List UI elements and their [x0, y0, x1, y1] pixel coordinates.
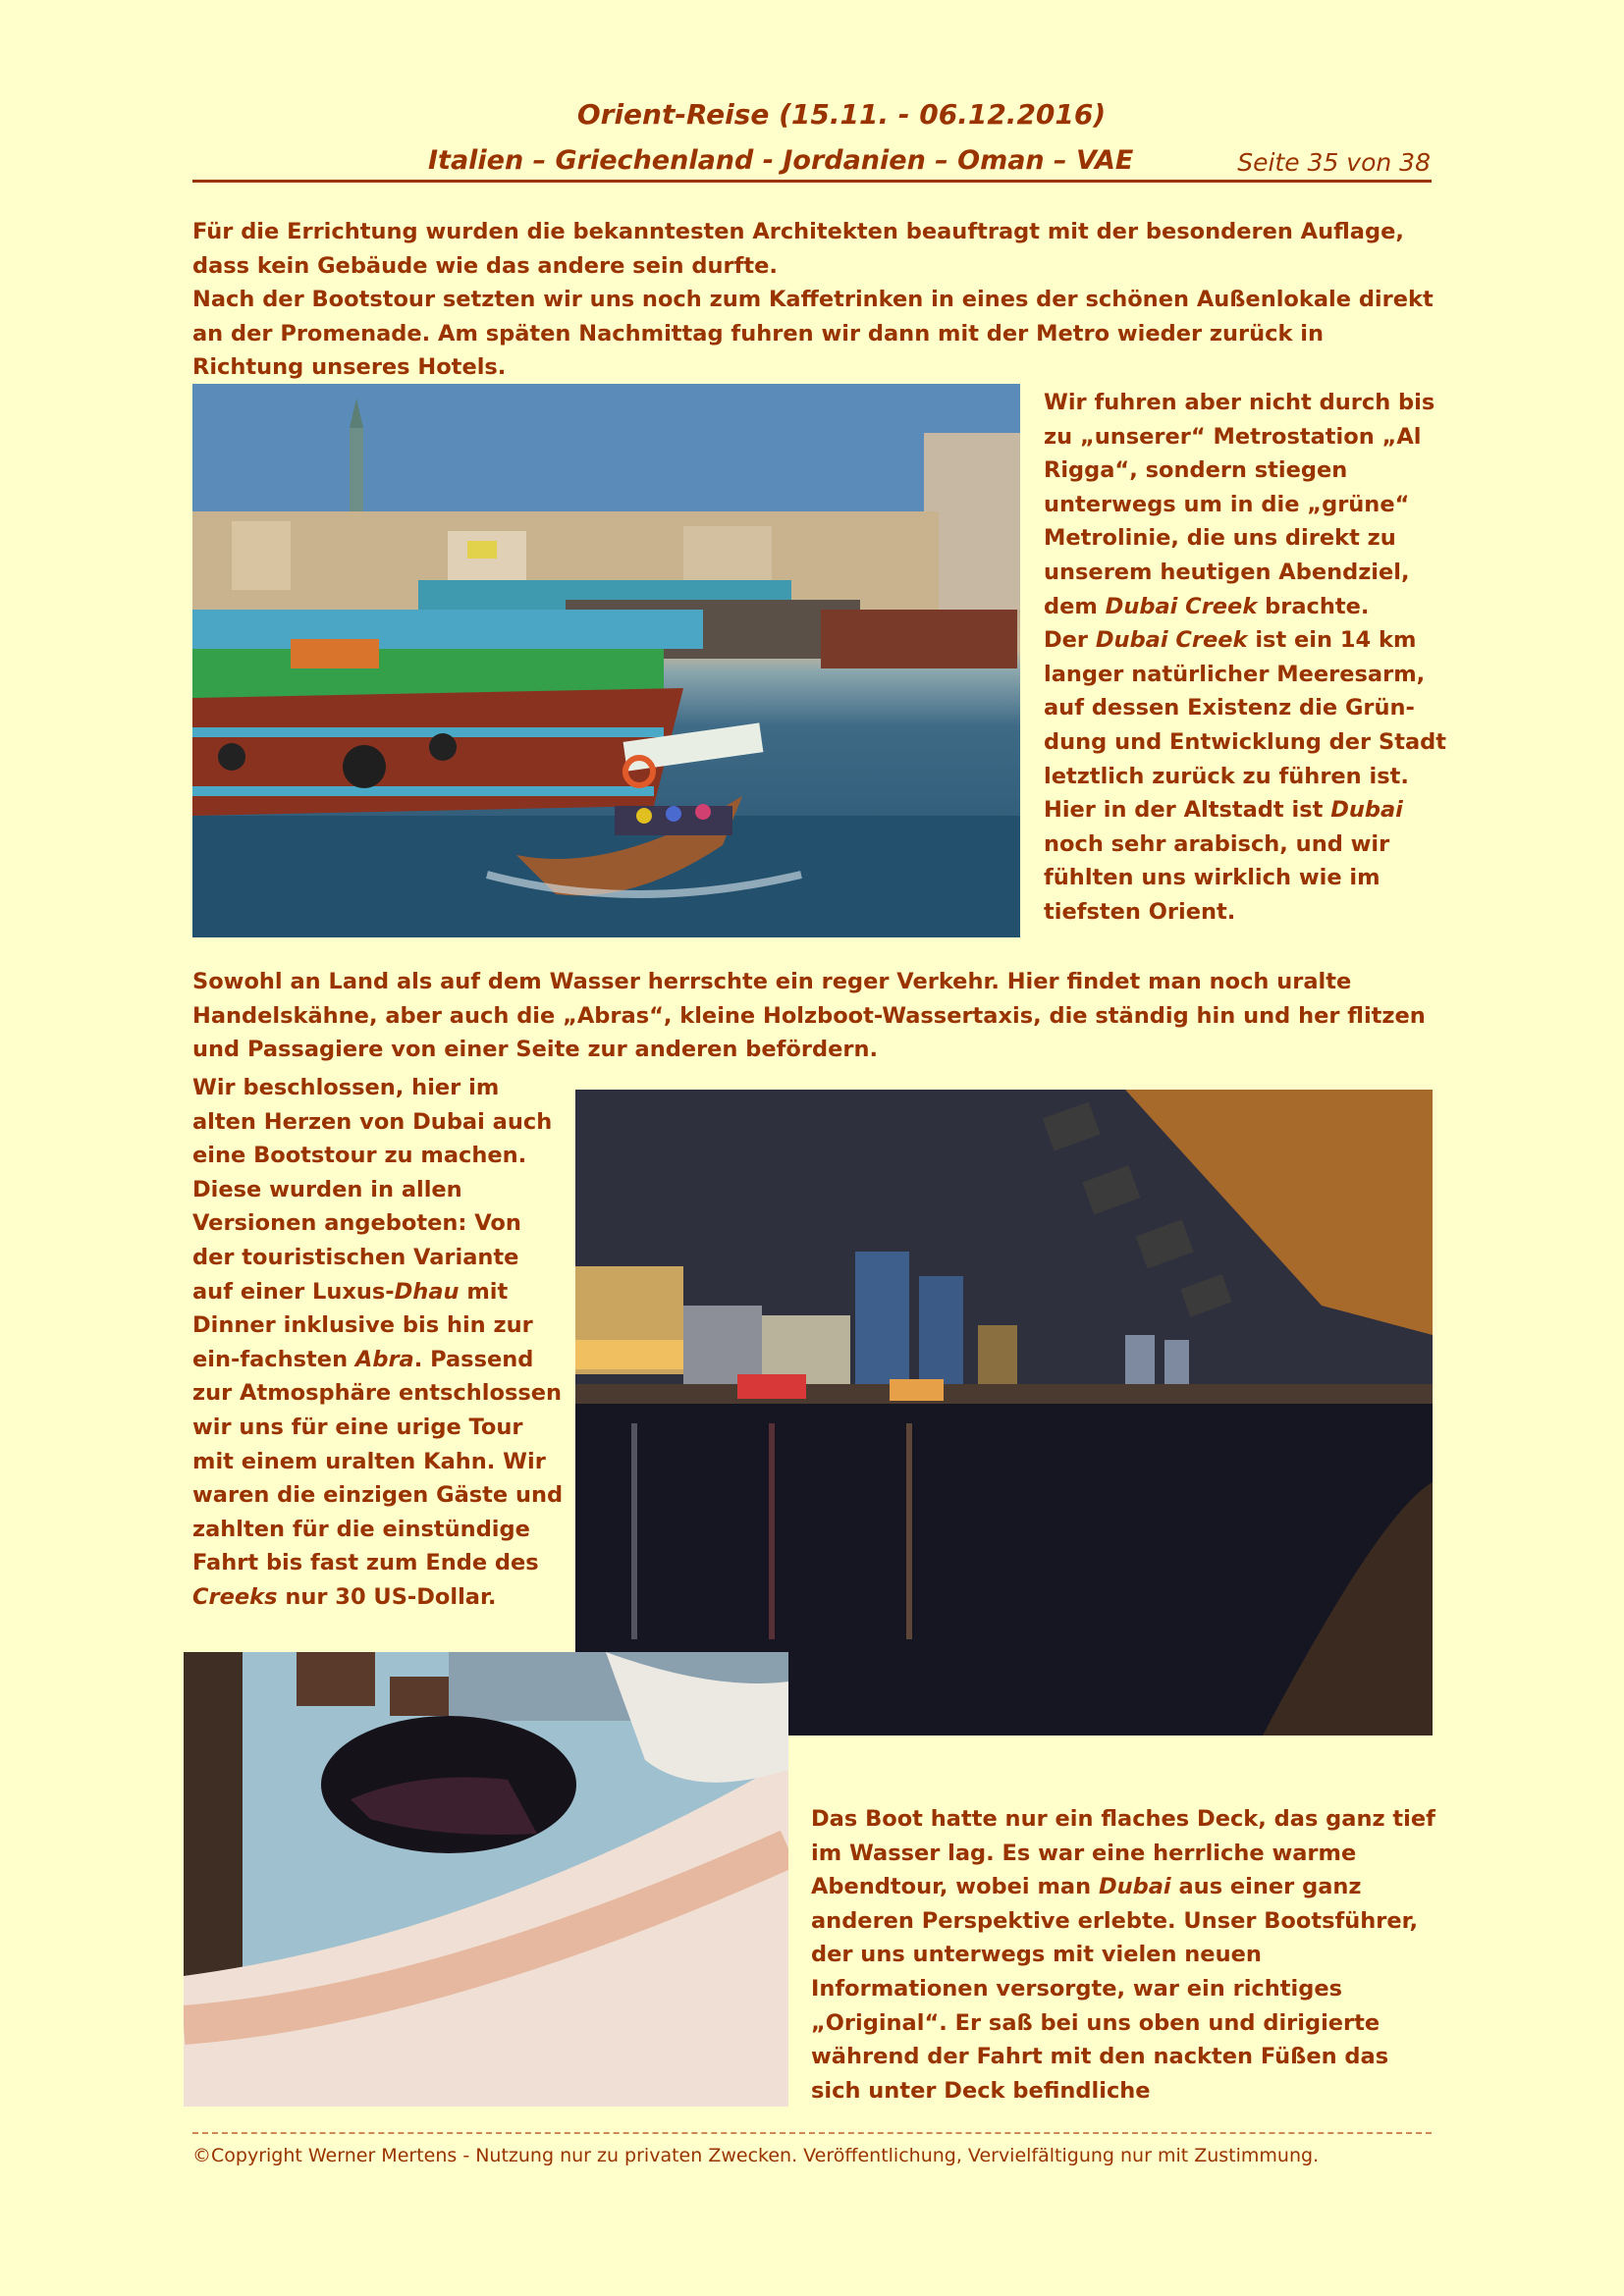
- photo-boat-deck-feet: [184, 1652, 788, 2107]
- text-span: Wir beschlossen, hier im alten Herzen von Dubai auch eine Bootstour zu machen. Diese wurden in allen Versionen angeboten: Von der touristischen Variante auf einer Luxus-: [192, 1075, 553, 1305]
- text-span: ist ein 14 km langer natürlicher Meeresarm, auf dessen Existenz die Grün-dung und Entwicklung der Stadt letztlich zurück zu führen ist. Hier in der Altstadt ist: [1044, 627, 1446, 824]
- header-divider: [192, 180, 1432, 183]
- emphasis-text: Dubai Creek: [1105, 593, 1258, 619]
- emphasis-text: Dubai: [1098, 1874, 1171, 1900]
- paragraph-boat-tour-decision: [192, 1071, 566, 1615]
- paragraph-traffic-abras: Sowohl an Land als auf dem Wasser herrschte ein reger Verkehr. Hier findet man noch uralte Handelskähne, aber auch die „Abras“, kleine Holzboot-Wassertaxis, die ständig hin und her flitzen und Passagiere von einer Seite zur anderen befördern.: [192, 969, 1426, 1063]
- paragraph-architects-and-coffee: [192, 215, 1439, 385]
- dhows-illustration-icon: [192, 384, 1020, 937]
- emphasis-text: Dubai Creek: [1095, 627, 1248, 654]
- photo-dubai-creek-night: [575, 1090, 1433, 1735]
- paragraph-line: Für die Errichtung wurden die bekanntesten Architekten beauftragt mit der besonderen Auflage, dass kein Gebäude wie das andere sein durfte.: [192, 219, 1404, 279]
- emphasis-text: Abra: [354, 1346, 414, 1372]
- boat-deck-illustration-icon: [184, 1652, 788, 2107]
- text-span: Der: [1044, 627, 1096, 654]
- page-number: Seite 35 von 38: [1237, 148, 1431, 177]
- document-subtitle: Italien – Griechenland - Jordanien – Oman – VAE: [428, 145, 1134, 176]
- text-span: mit Dinner inklusive bis hin zur ein-fachsten: [192, 1278, 533, 1372]
- paragraph-metro-dubai-creek: [1044, 386, 1446, 930]
- photo-dubai-creek-dhows: [192, 384, 1020, 937]
- text-span: aus einer ganz anderen Perspektive erlebte. Unser Bootsführer, der uns unterwegs mit vielen neuen Informationen versorgte, war ein richtiges „Original“. Er saß bei uns oben und dirigierte während der Fahrt mit den nackten Füßen das sich unter Deck befindliche: [811, 1874, 1419, 2104]
- emphasis-text: Dubai: [1330, 797, 1403, 824]
- text-span: Wir fuhren aber nicht durch bis zu „unserer“ Metrostation „Al Rigga“, sondern stiegen unterwegs um in die „grüne“ Metrolinie, die uns direkt zu unserem heutigen Abendziel, dem: [1044, 390, 1435, 619]
- text-span: . Passend zur Atmosphäre entschlossen wir uns für eine urige Tour mit einem uralten Kahn. Wir waren die einzigen Gäste und zahlten für die einstündige Fahrt bis fast zum Ende des: [192, 1346, 564, 1576]
- text-span: nur 30 US-Dollar.: [277, 1583, 497, 1610]
- paragraph-line: Nach der Bootstour setzten wir uns noch zum Kaffetrinken in eines der schönen Außenlokale direkt an der Promenade. Am späten Nachmittag fuhren wir dann mit der Metro wieder zurück in Richtung unseres Hotels.: [192, 287, 1434, 381]
- text-span: noch sehr arabisch, und wir fühlten uns wirklich wie im tiefsten Orient.: [1044, 830, 1390, 925]
- paragraph-flat-deck-captain: [811, 1802, 1439, 2108]
- text-span: Das Boot hatte nur ein flaches Deck, das ganz tief im Wasser lag. Es war eine herrliche warme Abendtour, wobei man: [811, 1806, 1435, 1900]
- night-skyline-illustration-icon: [575, 1090, 1433, 1735]
- emphasis-text: Dhau: [394, 1278, 460, 1305]
- footer-divider: [192, 2132, 1432, 2134]
- document-title: Orient-Reise (15.11. - 06.12.2016): [576, 98, 1107, 131]
- emphasis-text: Creeks: [192, 1583, 278, 1610]
- text-span: brachte.: [1257, 593, 1370, 619]
- copyright-notice: ©Copyright Werner Mertens - Nutzung nur zu privaten Zwecken. Veröffentlichung, Vervielfältigung nur mit Zustimmung.: [192, 2145, 1320, 2166]
